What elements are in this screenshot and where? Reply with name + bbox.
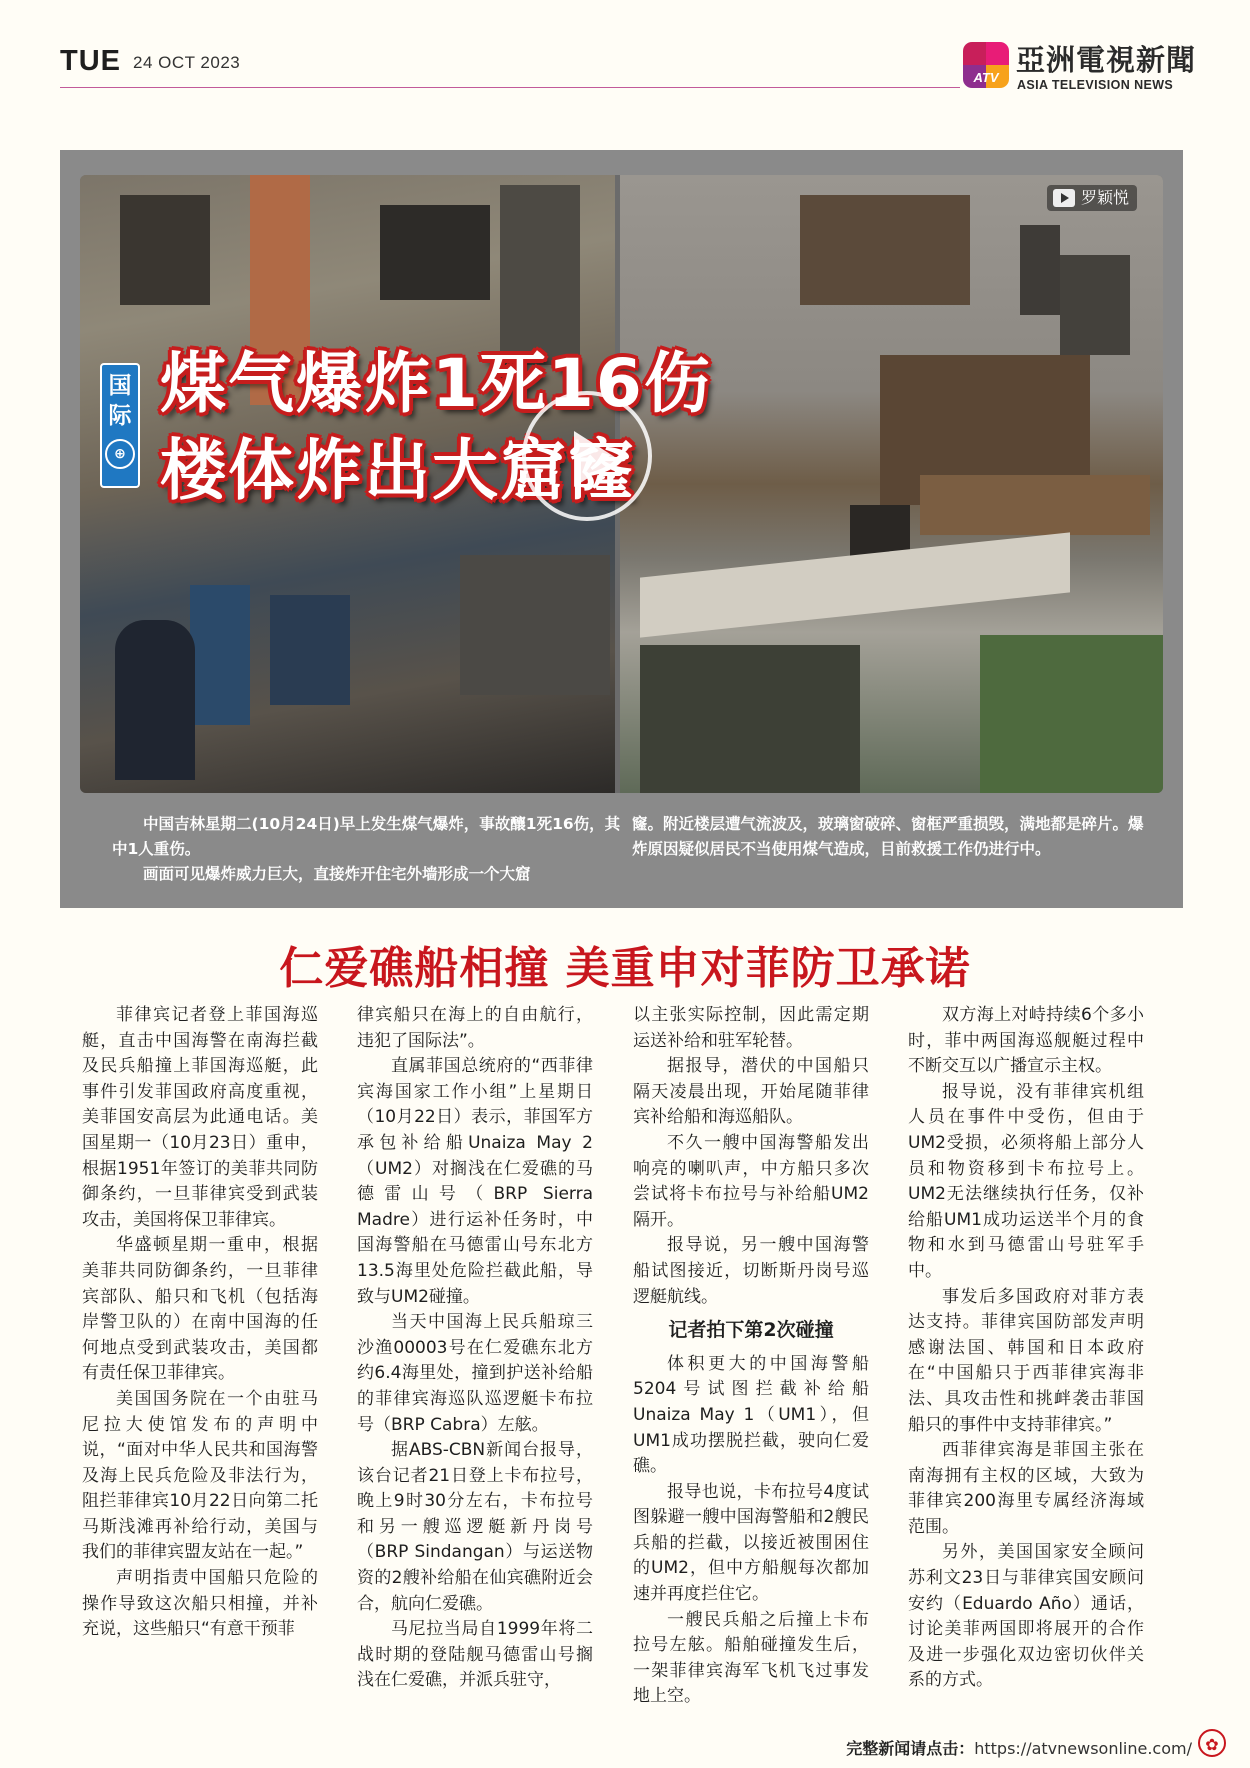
caption-paragraph: 窿。附近楼层遭气流波及，玻璃窗破碎、窗框严重损毁，满地都是碎片。爆炸原因疑似居民不当使用煤气造成，目前救援工作仍进行中。 <box>632 815 1144 858</box>
paragraph: 美国国务院在一个由驻马尼拉大使馆发布的声明中说，“面对中华人民共和国海警及海上民兵危险及非法行为，阻拦菲律宾10月22日向第二托马斯浅滩再补给行动，美国与我们的菲律宾盟友站在一起。” <box>82 1388 318 1563</box>
article-column-2 <box>357 1003 593 1694</box>
explosion-photo-right <box>620 175 1163 793</box>
paragraph: 华盛顿星期一重申，根据美菲共同防御条约，一旦菲律宾部队、船只和飞机（包括海岸警卫队的）在南中国海的任何地点受到武装攻击，美国都有责任保卫菲律宾。 <box>82 1235 318 1384</box>
atv-logo-icon <box>963 42 1009 88</box>
video-news-block <box>60 150 1183 908</box>
issue-date: 24 OCT 2023 <box>133 53 241 72</box>
category-badge <box>100 363 140 488</box>
caption-paragraph: 中国吉林星期二(10月24日)早上发生煤气爆炸，事故釀1死16伤，其中1人重伤。 <box>112 815 621 858</box>
paragraph: 报导也说，卡布拉号4度试图躲避一艘中国海警船和2艘民兵船的拦截，以接近被围困住的UM2，但中方船舰每次都加速并再度拦住它。 <box>633 1481 869 1605</box>
category-label: 国际 <box>108 373 132 429</box>
paragraph: 一艘民兵船之后撞上卡布拉号左舷。船舶碰撞发生后，一架菲律宾海军飞机飞过事发地上空。 <box>633 1609 869 1707</box>
paragraph: 事发后多国政府对菲方表达支持。菲律宾国防部发声明感谢法国、韩国和日本政府在“中国船只于西菲律宾海非法、具攻击性和挑衅袭击菲国船只的事件中支持菲律宾。” <box>908 1286 1144 1435</box>
issue-day: TUE <box>60 45 121 77</box>
paragraph: 西菲律宾海是菲国主张在南海拥有主权的区域，大致为菲律宾200海里专属经济海域范围。 <box>908 1440 1144 1537</box>
caption-paragraph: 画面可见爆炸威力巨大，直接炸开住宅外墙形成一个大窟 <box>143 865 531 883</box>
paragraph: 当天中国海上民兵船琼三沙渔00003号在仁爱礁东北方约6.4海里处，撞到护送补给船的菲律宾海巡队巡逻艇卡布拉号（BRP Cabra）左舷。 <box>357 1312 593 1435</box>
atv-emblem-icon: ✿ <box>1198 1729 1226 1757</box>
play-icon <box>574 431 618 487</box>
page-header <box>0 0 1250 100</box>
article-column-4 <box>908 1003 1144 1694</box>
footer-label: 完整新闻请点击： <box>846 1739 975 1758</box>
video-thumbnail[interactable] <box>80 175 1163 793</box>
brand-name-cn: 亞洲電視新聞 <box>1016 43 1197 77</box>
paragraph: 双方海上对峙持续6个多小时，菲中两国海巡舰艇过程中不断交互以广播宣示主权。 <box>908 1005 1144 1077</box>
paragraph: 菲律宾记者登上菲国海巡艇，直击中国海警在南海拦截及民兵船撞上菲国海巡艇，此事件引发菲国政府高度重视，美菲国安高层为此通电话。美国星期一（10月23日）重申，根据1951年签订的美菲共同防御条约，一旦菲律宾受到武装攻击，美国将保卫菲律宾。 <box>82 1005 318 1230</box>
paragraph: 报导说，没有菲律宾机组人员在事件中受伤，但由于UM2受损，必须将船上部分人员和物资移到卡布拉号上。UM2无法继续执行任务，仅补给船UM1成功运送半个月的食物和水到马德雷山号驻军手中。 <box>908 1081 1144 1281</box>
paragraph: 据报导，潜伏的中国船只隔天凌晨出现，开始尾随菲律宾补给船和海巡船队。 <box>633 1056 869 1128</box>
play-button[interactable] <box>522 391 652 521</box>
overlay-title-line1: 煤气爆炸1死16伤 <box>160 345 712 422</box>
credit-name: 罗颖悦 <box>1080 188 1129 207</box>
article-column-1 <box>82 1003 318 1643</box>
footer-url-link[interactable]: https://atvnewsonline.com/ <box>974 1739 1192 1758</box>
video-credit <box>1047 185 1137 211</box>
article-column-3 <box>633 1003 869 1710</box>
overlay-title-line2: 楼体炸出大窟窿 <box>160 432 636 509</box>
header-divider <box>60 87 960 88</box>
paragraph: 以主张实际控制，因此需定期运送补给和驻军轮替。 <box>633 1005 869 1051</box>
globe-icon: ⊕ <box>105 439 135 469</box>
logo-mark-text: ATV <box>973 70 999 85</box>
photo-caption-left <box>112 812 627 887</box>
paragraph: 不久一艘中国海警船发出响亮的喇叭声，中方船只多次尝试将卡布拉号与补给船UM2隔开。 <box>633 1132 869 1230</box>
article-subheading: 记者拍下第2次碰撞 <box>668 1319 834 1342</box>
paragraph: 体积更大的中国海警船5204号试图拦截补给船Unaiza May 1（UM1），但UM1成功摆脱拦截，驶向仁爱礁。 <box>633 1353 869 1477</box>
photo-caption-right <box>632 812 1150 862</box>
brand-name-en: ASIA TELEVISION NEWS <box>1017 78 1174 92</box>
video-channel-icon <box>1053 189 1075 207</box>
paragraph: 马尼拉当局自1999年将二战时期的登陆舰马德雷山号搁浅在仁爱礁，并派兵驻守， <box>357 1619 593 1691</box>
footer-link-line <box>846 1736 1192 1759</box>
paragraph: 另外，美国国家安全顾问苏利文23日与菲律宾国安顾问安约（Eduardo Año）通话，讨论美菲两国即将展开的合作及进一步强化双边密切伙伴关系的方式。 <box>908 1542 1144 1691</box>
paragraph: 律宾船只在海上的自由航行，违犯了国际法”。 <box>357 1005 593 1051</box>
paragraph: 直属菲国总统府的“西菲律宾海国家工作小组”上星期日（10月22日）表示，菲国军方承包补给船Unaiza May 2（UM2）对搁浅在仁爱礁的马德雷山号（BRP Sierra Madre）进行运补任务时，中国海警船在马德雷山号东北方13.5海里处危险拦截此船，导致与UM2碰撞。 <box>357 1056 593 1307</box>
paragraph: 声明指责中国船只危险的操作导致这次船只相撞，并补充说，这些船只“有意干预菲 <box>82 1568 318 1640</box>
paragraph: 报导说，另一艘中国海警船试图接近，切断斯丹岗号巡逻艇航线。 <box>633 1235 869 1307</box>
paragraph: 据ABS-CBN新闻台报导，该台记者21日登上卡布拉号，晚上9时30分左右，卡布拉号和另一艘巡逻艇新丹岗号（BRP Sindangan）与运送物资的2艘补给船在仙宾礁附近会合，航向仁爱礁。 <box>357 1440 593 1614</box>
article-body <box>82 1003 1162 1707</box>
article-headline: 仁爱礁船相撞 美重申对菲防卫承诺 <box>279 943 971 994</box>
